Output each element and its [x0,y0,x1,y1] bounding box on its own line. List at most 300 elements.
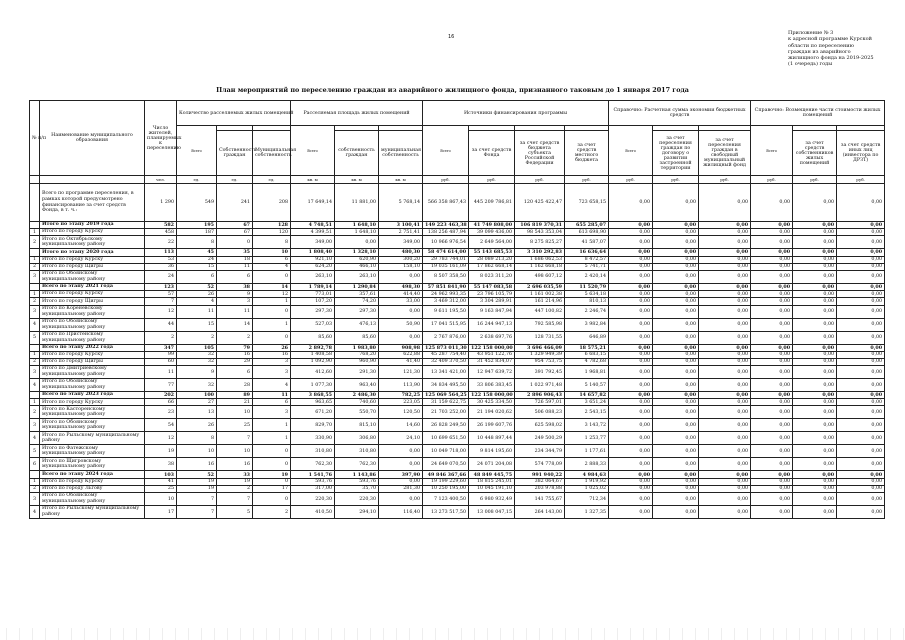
row-value: 10 045 191,10 [469,485,515,492]
col-residents-header: Число жителей, планируемых к переселению [145,101,177,176]
unit-cell: руб. [565,176,609,184]
row-value: 0,00 [609,305,653,318]
row-value: 0,00 [751,493,793,506]
row-value: 397,90 [379,471,423,478]
row-value: 0,00 [751,229,793,236]
row-value: 0,00 [609,379,653,392]
table-row [30,184,885,222]
row-value: 0,00 [837,351,885,358]
row-value: 0,00 [699,392,751,399]
row-value: 0,00 [837,392,885,399]
row-number [30,283,40,290]
appendix-line: жилищного фонда на 2019-2025 [788,55,874,62]
row-value: 1 022 971,48 [515,379,565,392]
row-value: 624,20 [291,263,335,270]
row-value: 0,00 [379,305,423,318]
row-value: 0,00 [699,283,751,290]
row-value: 1 [253,419,291,432]
row-value: 0,00 [837,458,885,471]
row-value: 0,00 [653,263,699,270]
row-value: 0,00 [653,270,699,283]
appendix-line: граждан из аварийного [788,48,851,55]
econ-contract-header: за счет переселения граждан по договору о развитии застроенной территории [653,131,699,176]
row-value: 1 253,77 [565,432,609,445]
row-value: 0,00 [653,445,699,458]
row-value: 330,90 [291,432,335,445]
row-value: 0,00 [609,291,653,298]
row-value: 498 607,12 [515,270,565,283]
row-value: 3 469 312,00 [423,298,469,305]
row-value: 4 [253,379,291,392]
row-value: 41,40 [379,358,423,365]
row-value: 726 597,01 [515,399,565,406]
table-row [30,344,885,351]
row-number [30,471,40,478]
row-number: 3 [30,270,40,283]
row-value: 19 [145,445,177,458]
row-value: 0,00 [751,298,793,305]
row-value: 57 851 841,90 [423,283,469,290]
row-value: 122 158 000,00 [469,392,515,399]
row-value: 0,00 [793,493,837,506]
row-value: 7 [145,298,177,305]
row-value: 19 035 161,09 [423,263,469,270]
row-value: 0,00 [699,445,751,458]
row-value: 0,00 [793,291,837,298]
row-value: 0,00 [837,256,885,263]
row-value: 10 [177,445,217,458]
row-number: 1 [30,399,40,406]
row-value: 125 873 011,30 [423,344,469,351]
row-value: 0,00 [793,256,837,263]
appendix-line: (1 очередь) годы [788,61,833,68]
row-value: 11 [217,305,253,318]
row-value: 7 123 400,50 [423,493,469,506]
unit-cell: руб. [469,176,515,184]
row-name: Итого по Обоянскому муниципальному району [40,270,145,283]
row-value: 2 896 906,43 [515,392,565,399]
row-value: 3 [253,406,291,419]
row-value: 14 [253,283,291,290]
row-value: 55 147 083,58 [469,283,515,290]
row-value: 582 [145,222,177,229]
row-value: 391 792,45 [515,366,565,379]
row-value: 12 [253,291,291,298]
row-value: 317,00 [291,485,335,492]
row-value: 0 [217,236,253,249]
row-value: 0,00 [699,406,751,419]
row-value: 0,00 [793,184,837,222]
row-value: 6 [217,270,253,283]
row-value: 0,00 [335,236,379,249]
row-value: 8 [177,236,217,249]
row-value: 17 862 668,14 [469,263,515,270]
row-value: 0,00 [751,344,793,351]
row-value: 29 783 744,01 [423,256,469,263]
row-value: 24,10 [379,432,423,445]
row-value: 3 696 466,09 [515,344,565,351]
row-value: 48 849 445,75 [469,471,515,478]
row-value: 0,00 [699,236,751,249]
table-row [30,256,885,263]
row-value: 4 984,63 [565,471,609,478]
appendix-note [788,30,898,68]
row-value: 646,89 [565,331,609,344]
row-value: 0,00 [751,399,793,406]
econ-relocation-header: за счет переселения граждан в свободный муниципальный жилищный фонд [699,131,751,176]
row-value: 2 486,30 [335,392,379,399]
group-refund-header: Справочно: Возмещение части стоимости жилых помещений [751,101,885,126]
row-value: 1 328,10 [335,249,379,256]
row-value: 0,00 [837,506,885,519]
row-value: 38 [145,458,177,471]
row-value: 0,00 [837,222,885,229]
row-value: 22 [145,236,177,249]
row-name: Всего по этапу 2023 года [40,392,145,399]
table-row [30,471,885,478]
row-value: 0,00 [837,270,885,283]
row-value: 0,00 [699,366,751,379]
row-value: 723 658,15 [565,184,609,222]
unit-cell: руб. [837,176,885,184]
row-value: 0,00 [653,406,699,419]
row-value: 0,00 [653,419,699,432]
row-value: 0 [253,445,291,458]
row-value: 620,90 [335,256,379,263]
unit-cell: кв. м [379,176,423,184]
row-value: 0,00 [609,506,653,519]
row-value: 241 [217,184,253,222]
row-value: 0,00 [837,236,885,249]
row-value: 24 649 070,50 [423,458,469,471]
row-value: 0,00 [699,331,751,344]
row-value: 0,00 [699,229,751,236]
table-row [30,485,885,492]
row-value: 671,20 [291,406,335,419]
row-value: 8 [177,432,217,445]
row-value: 3 [253,358,291,365]
row-value: 762,30 [335,458,379,471]
table-row [30,406,885,419]
row-value: 1 161 002,38 [515,291,565,298]
row-value: 30 425 334,50 [469,399,515,406]
row-value: 89 [217,392,253,399]
row-value: 0,00 [609,358,653,365]
row-value: 810,13 [565,298,609,305]
row-value: 2 696 035,59 [515,283,565,290]
row-value: 120,50 [379,406,423,419]
row-value: 414,40 [379,291,423,298]
row-value: 300,20 [379,256,423,263]
row-value: 5 [217,506,253,519]
row-value: 32 [177,358,217,365]
unit-cell: ед. [177,176,217,184]
row-value: 35,70 [335,485,379,492]
row-name: Всего по этапу 2024 года [40,471,145,478]
row-value: 2 [145,331,177,344]
row-value: 18 [217,256,253,263]
row-value: 0,00 [653,298,699,305]
unit-cell [30,176,40,184]
row-value: 3 982,84 [565,318,609,331]
row-value: 3 310 292,83 [515,249,565,256]
row-value: 55 143 685,53 [469,249,515,256]
row-value: 0,00 [609,478,653,485]
table-row [30,506,885,519]
appendix-line: к адресной программе Курской [788,36,872,43]
row-value: 98 543 353,04 [515,229,565,236]
row-value: 60 [145,358,177,365]
row-value: 11 [253,392,291,399]
row-value: 1 789,14 [291,283,335,290]
row-value: 1 686 062,53 [515,256,565,263]
row-value: 445 209 786,81 [469,184,515,222]
row-value: 9 [177,366,217,379]
row-value: 10 448 897,44 [469,432,515,445]
row-value: 0,00 [751,485,793,492]
row-value: 281,30 [379,485,423,492]
row-value: 0,00 [793,458,837,471]
row-value: 23 796 105,79 [469,291,515,298]
row-value: 0,00 [751,358,793,365]
row-value: 2 888,33 [565,458,609,471]
row-value: 0,00 [609,318,653,331]
row-value: 0,00 [837,291,885,298]
row-number: 2 [30,298,40,305]
row-value: 17 649,14 [291,184,335,222]
row-value: 0,00 [699,478,751,485]
row-value: 26 [177,291,217,298]
row-value: 32 [177,351,217,358]
row-value: 593,76 [291,478,335,485]
row-value: 0,00 [793,236,837,249]
row-value: 12 [145,305,177,318]
row-value: 0,00 [837,318,885,331]
row-value: 991 940,22 [515,471,565,478]
row-value: 34 834 495,50 [423,379,469,392]
row-name: Итого по городу Курску [40,351,145,358]
row-name: Итого по Рыльскому муниципальному району [40,432,145,445]
row-number [30,222,40,229]
row-value: 0,00 [837,432,885,445]
row-value: 954 753,75 [515,358,565,365]
unit-cell: руб. [653,176,699,184]
row-value: 0,00 [609,283,653,290]
row-value: 566 358 867,43 [423,184,469,222]
row-value: 45 287 754,40 [423,351,469,358]
row-value: 12 [145,432,177,445]
unit-cell: руб. [699,176,751,184]
row-value: 52 [177,471,217,478]
row-value: 0,00 [653,344,699,351]
row-value: 41 749 808,00 [469,222,515,229]
row-value: 0,00 [609,249,653,256]
group-funding-header: Источники финансирования программы [423,101,609,126]
row-value: 1 808,40 [291,249,335,256]
table-row [30,478,885,485]
row-value: 161 214,96 [515,298,565,305]
row-value: 908,98 [379,344,423,351]
row-value: 0,00 [379,445,423,458]
row-value: 0,00 [379,478,423,485]
row-value: 10 966 976,54 [423,236,469,249]
row-value: 0,00 [699,184,751,222]
row-value: 0,00 [699,270,751,283]
row-name: Итого по городу Курску [40,291,145,298]
unit-cell: кв. м [291,176,335,184]
row-value: 223,05 [379,399,423,406]
row-number: 5 [30,445,40,458]
row-name: Итого по Обоянскому муниципальному району [40,419,145,432]
table-row [30,445,885,458]
row-value: 0,00 [609,419,653,432]
row-value: 0,00 [751,256,793,263]
row-value: 297,30 [291,305,335,318]
row-value: 0,00 [751,283,793,290]
row-value: 0,00 [609,229,653,236]
row-value: 0,00 [609,222,653,229]
row-number: 3 [30,305,40,318]
row-value: 0,00 [699,419,751,432]
row-value: 574 778,09 [515,458,565,471]
row-value: 208 [253,184,291,222]
row-value: 0,00 [699,291,751,298]
row-value: 25 [217,419,253,432]
row-value: 0,00 [609,493,653,506]
row-value: 3 100,41 [379,222,423,229]
row-value: 33 [217,471,253,478]
row-number: 1 [30,351,40,358]
row-value: 1 [253,298,291,305]
row-name: Итого по городу Курску [40,478,145,485]
row-value: 0,00 [699,222,751,229]
row-value: 50,90 [379,318,423,331]
row-value: 128 731,55 [515,331,565,344]
row-value: 0,00 [653,399,699,406]
row-name: Итого по городу Курску [40,229,145,236]
row-value: 16 [217,458,253,471]
rooms-municipal-header: Муниципальная собственность [253,131,291,176]
row-value: 310,80 [335,445,379,458]
plan-table [29,100,885,519]
row-value: 0,00 [793,283,837,290]
row-value: 0,00 [793,485,837,492]
row-number: 6 [30,458,40,471]
row-value: 0,00 [653,283,699,290]
row-value: 0,00 [751,351,793,358]
row-value: 762,30 [291,458,335,471]
table-row [30,351,885,358]
row-value: 31 452 834,07 [469,358,515,365]
row-value: 121,30 [379,366,423,379]
row-value: 0,00 [793,318,837,331]
row-value: 291,30 [335,366,379,379]
row-value: 0,00 [699,351,751,358]
row-value: 0,00 [699,432,751,445]
row-value: 0,00 [653,458,699,471]
row-value: 202 [145,392,177,399]
row-value: 622,88 [379,351,423,358]
row-value: 106 819 370,31 [515,222,565,229]
row-value: 0,00 [793,419,837,432]
row-value: 54 [145,419,177,432]
table-row [30,305,885,318]
row-value: 0,00 [751,458,793,471]
row-value: 0,00 [837,379,885,392]
row-value: 0,00 [699,318,751,331]
row-value: 0,00 [379,270,423,283]
row-value: 0,00 [379,458,423,471]
row-value: 960,90 [335,358,379,365]
row-value: 0,00 [653,392,699,399]
row-value: 249 500,29 [515,432,565,445]
row-value: 310,80 [291,445,335,458]
row-value: 32 [177,379,217,392]
table-row [30,419,885,432]
row-name: Всего по программе переселения, в рамках которой предусмотрено финансирование за счет средств Фонда, в т. ч.: [40,184,145,222]
row-value: 10 [145,493,177,506]
row-value: 0,00 [751,331,793,344]
row-number: 2 [30,358,40,365]
row-value: 0,00 [699,471,751,478]
row-value: 0,00 [837,344,885,351]
row-value: 16 [177,458,217,471]
row-value: 297,30 [335,305,379,318]
row-value: 1 162 668,18 [515,263,565,270]
row-value: 0,00 [699,263,751,270]
group-rooms-header: Количество расселяемых жилых помещений [177,101,291,126]
unit-cell: руб. [793,176,837,184]
row-value: 10 049 718,00 [423,445,469,458]
row-value: 0,00 [609,331,653,344]
row-value: 0,00 [837,485,885,492]
row-value: 0,00 [793,358,837,365]
row-value: 0,00 [653,249,699,256]
row-value: 13 008 047,15 [469,506,515,519]
row-value: 347 [145,344,177,351]
row-value: 0,00 [793,249,837,256]
row-value: 0,00 [699,493,751,506]
table-row [30,236,885,249]
page-number: 16 [448,34,455,40]
row-value: 24 071 204,08 [469,458,515,471]
row-value: 2 [253,506,291,519]
unit-cell: кв. м [335,176,379,184]
row-value: 382 064,67 [515,478,565,485]
row-value: 0 [253,458,291,471]
row-value: 12 947 639,72 [469,366,515,379]
col-name-header: Наименование муниципального образования [40,101,145,176]
row-value: 105 [177,344,217,351]
row-value: 1 648,10 [335,222,379,229]
unit-cell: ед. [217,176,253,184]
row-value: 107,20 [291,298,335,305]
row-value: 0,00 [793,406,837,419]
row-value: 38 [217,283,253,290]
row-value: 4 748,51 [291,222,335,229]
refund-total-header: Всего [751,126,793,176]
row-name: Итого по Касторенскому муниципальному району [40,406,145,419]
funding-regional-header: за счет средств бюджета субъекта Российской Федерации [515,131,565,176]
row-value: 2 420,14 [565,270,609,283]
row-value: 0 [253,478,291,485]
row-value: 593,76 [335,478,379,485]
row-name: Всего по этапу 2021 года [40,283,145,290]
row-value: 17 [145,506,177,519]
row-value: 1 [253,432,291,445]
row-value: 100 [177,392,217,399]
row-name: Итого по городу Щигры [40,263,145,270]
